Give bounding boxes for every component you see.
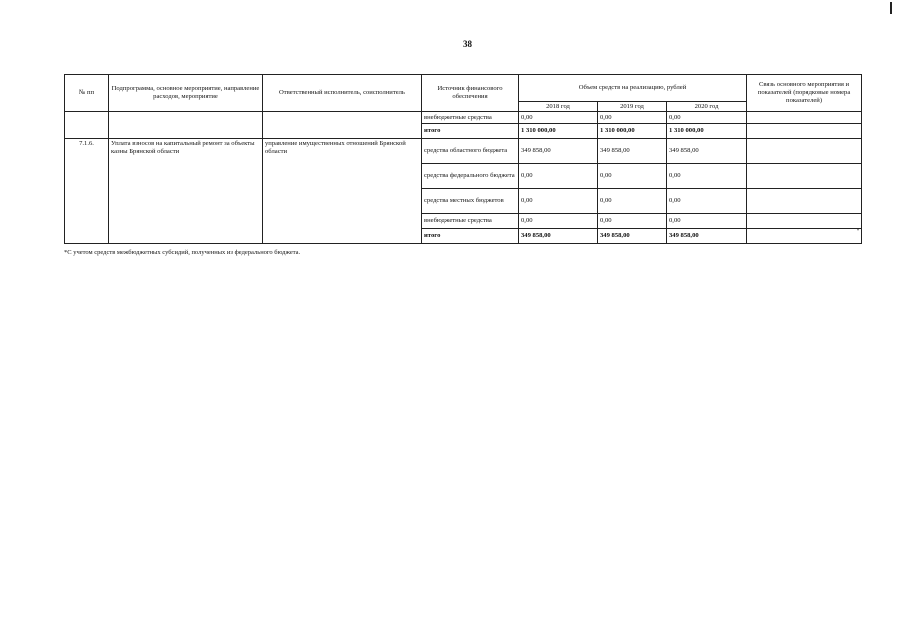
total-2019: 1 310 000,00 (598, 124, 667, 139)
value-2019: 0,00 (598, 164, 667, 189)
header-year-2018: 2018 год (519, 102, 598, 112)
total-2018: 349 858,00 (519, 229, 598, 244)
value-2019: 0,00 (598, 189, 667, 214)
source-total-cell: итого (422, 124, 519, 139)
link-cell (747, 189, 862, 214)
closing-quote-mark: " (856, 229, 860, 235)
source-cell: внебюджетные средства (422, 112, 519, 124)
value-2020: 0,00 (667, 214, 747, 229)
header-source: Источник финансового обеспечения (422, 75, 519, 112)
item-num: 7.1.6. (65, 139, 109, 244)
value-2019: 349 858,00 (598, 139, 667, 164)
value-2018: 0,00 (519, 164, 598, 189)
source-cell: средства областного бюджета (422, 139, 519, 164)
link-cell (747, 214, 862, 229)
link-cell (747, 164, 862, 189)
header-executor: Ответственный исполнитель, соисполнитель (263, 75, 422, 112)
link-cell (747, 124, 862, 139)
header-num: № пп (65, 75, 109, 112)
value-2018: 0,00 (519, 189, 598, 214)
link-cell (747, 112, 862, 124)
header-volume: Объем средств на реализацию, рублей (519, 75, 747, 102)
total-2020: 349 858,00 (667, 229, 747, 244)
link-cell (747, 229, 862, 244)
total-2019: 349 858,00 (598, 229, 667, 244)
footnote: *С учетом средств межбюджетных субсидий, полученных из федерального бюджета. (64, 249, 301, 256)
source-cell: средства федерального бюджета (422, 164, 519, 189)
header-row (65, 75, 862, 102)
source-total-cell: итого (422, 229, 519, 244)
value-2020: 349 858,00 (667, 139, 747, 164)
budget-table (64, 74, 862, 244)
header-year-2019: 2019 год (598, 102, 667, 112)
scan-edge-mark (890, 2, 892, 14)
header-year-2020: 2020 год (667, 102, 747, 112)
value-2018: 349 858,00 (519, 139, 598, 164)
header-program: Подпрограмма, основное мероприятие, направление расходов, мероприятие (109, 75, 263, 112)
value-2018: 0,00 (519, 214, 598, 229)
value-2019: 0,00 (598, 214, 667, 229)
total-2020: 1 310 000,00 (667, 124, 747, 139)
value-2018: 0,00 (519, 112, 598, 124)
prev-executor-cell (263, 112, 422, 139)
source-cell: внебюджетные средства (422, 214, 519, 229)
table-row (65, 112, 862, 124)
table-row (65, 139, 862, 164)
page-number: 38 (463, 39, 472, 49)
total-2018: 1 310 000,00 (519, 124, 598, 139)
source-cell: средства местных бюджетов (422, 189, 519, 214)
value-2019: 0,00 (598, 112, 667, 124)
value-2020: 0,00 (667, 189, 747, 214)
value-2020: 0,00 (667, 164, 747, 189)
link-cell (747, 139, 862, 164)
prev-program-cell (109, 112, 263, 139)
item-executor: управление имущественных отношений Брянской области (263, 139, 422, 244)
value-2020: 0,00 (667, 112, 747, 124)
prev-num-cell (65, 112, 109, 139)
item-program: Уплата взносов на капитальный ремонт за объекты казны Брянской области (109, 139, 263, 244)
header-link: Связь основного мероприятия и показателей (порядковые номера показателей) (747, 75, 862, 112)
